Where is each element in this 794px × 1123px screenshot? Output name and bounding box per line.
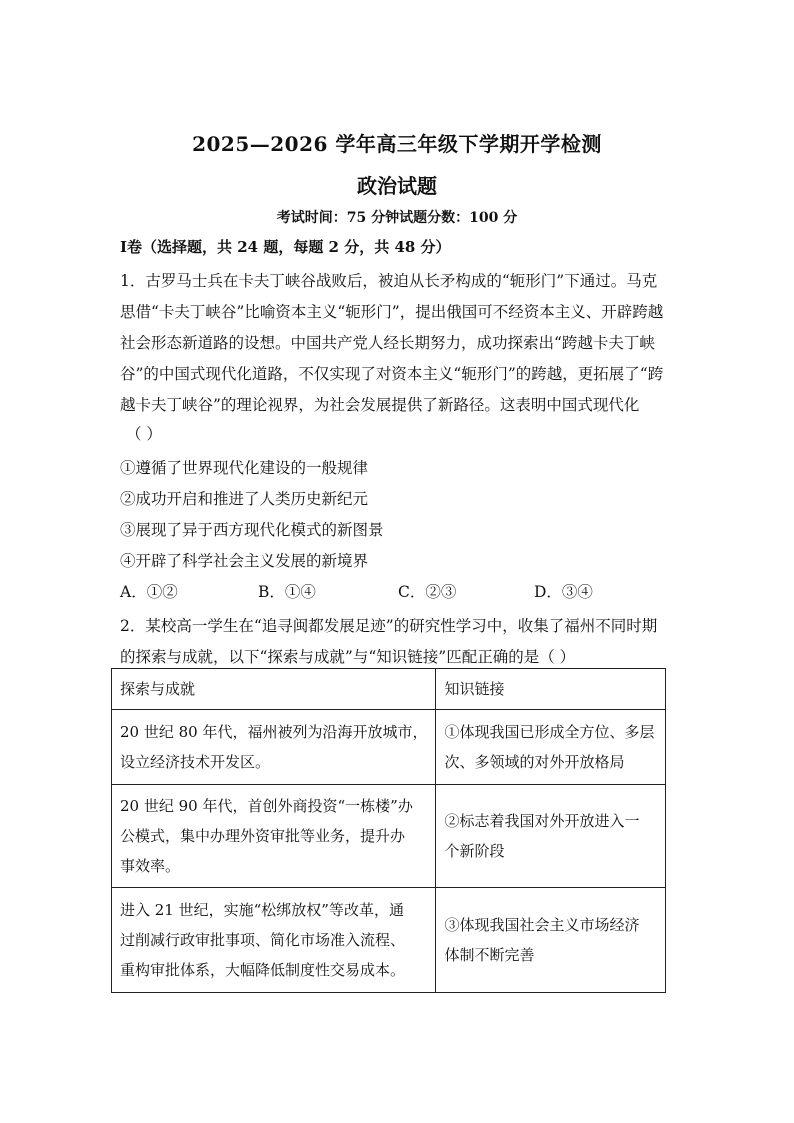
table-cell — [436, 888, 666, 993]
table-row — [112, 785, 666, 888]
table-cell — [112, 785, 436, 888]
table-header-cell: 知识链接 — [436, 669, 666, 710]
cell-line: 设立经济技术开发区。 — [120, 753, 271, 771]
cell-line: 20 世纪 90 年代，首创外商投资“一栋楼”办 — [120, 797, 413, 815]
section-heading: Ⅰ卷（选择题，共 24 题，每题 2 分，共 48 分） — [120, 238, 451, 256]
statement-option-1: ①遵循了世界现代化建设的一般规律 — [120, 459, 369, 477]
question-2-line: 2．某校高一学生在“追寻闽都发展足迹”的研究性学习中，收集了福州不同时期 — [120, 617, 658, 635]
cell-line: 公模式，集中办理外资审批等业务，提升办 — [120, 827, 406, 845]
question-1-line: 1．古罗马士兵在卡夫丁峡谷战败后，被迫从长矛构成的“轭形门”下通过。马克 — [120, 272, 658, 290]
table-cell — [436, 785, 666, 888]
cell-line: 过削减行政审批事项、简化市场准入流程、 — [120, 931, 406, 949]
exam-info: 考试时间：75 分钟试题分数：100 分 — [276, 210, 518, 226]
table-header-row — [112, 669, 666, 710]
question-2-stem — [120, 611, 676, 673]
cell-line: 20 世纪 80 年代，福州被列为沿海开放城市， — [120, 723, 428, 741]
choice-b: B．①④ — [258, 583, 316, 601]
statement-option-2: ②成功开启和推进了人类历史新纪元 — [120, 490, 369, 508]
statement-option-3: ③展现了异于西方现代化模式的新图景 — [120, 521, 384, 539]
cell-line: 事效率。 — [120, 857, 181, 875]
question-2-line: 的探索与成就，以下“探索与成就”与“知识链接”匹配正确的是（ ） — [120, 648, 576, 666]
table-row — [112, 888, 666, 993]
table-row — [112, 710, 666, 785]
question-1-line: 谷”的中国式现代化道路，不仅实现了对资本主义“轭形门”的跨越，更拓展了“跨 — [120, 365, 664, 383]
subject-title: 政治试题 — [357, 174, 437, 198]
table-cell — [112, 888, 436, 993]
cell-line: ③体现我国社会主义市场经济 — [444, 916, 640, 934]
choice-c: C．②③ — [398, 583, 457, 601]
cell-line: 个新阶段 — [444, 842, 505, 860]
cell-line: ②标志着我国对外开放进入一 — [444, 812, 640, 830]
cell-line: 体制不断完善 — [444, 946, 535, 964]
cell-line: ①体现我国已形成全方位、多层 — [444, 723, 655, 741]
answer-blank: （ ） — [126, 425, 162, 443]
cell-line: 进入 21 世纪，实施“松绑放权”等改革，通 — [120, 901, 404, 919]
cell-line: 重构审批体系，大幅降低制度性交易成本。 — [120, 961, 406, 979]
question-1-line: 越卡夫丁峡谷”的理论视界，为社会发展提供了新路径。这表明中国式现代化 — [120, 396, 640, 414]
cell-line: 次、多领域的对外开放格局 — [444, 753, 625, 771]
table-cell — [436, 710, 666, 785]
matching-table — [111, 668, 666, 993]
question-1-line: 思借“卡夫丁峡谷”比喻资本主义“轭形门”，提出俄国可不经资本主义、开辟跨越 — [120, 303, 664, 321]
table-cell — [112, 710, 436, 785]
choice-a: A．①② — [120, 583, 178, 601]
exam-title: 2025—2026 学年高三年级下学期开学检测 — [192, 132, 602, 156]
choice-d: D．③④ — [534, 583, 593, 601]
question-1-line: 社会形态新道路的设想。中国共产党人经长期努力，成功探索出“跨越卡夫丁峡 — [120, 334, 655, 352]
question-1-stem — [120, 266, 676, 421]
table-header-cell: 探索与成就 — [112, 669, 436, 710]
statement-option-4: ④开辟了科学社会主义发展的新境界 — [120, 552, 369, 570]
